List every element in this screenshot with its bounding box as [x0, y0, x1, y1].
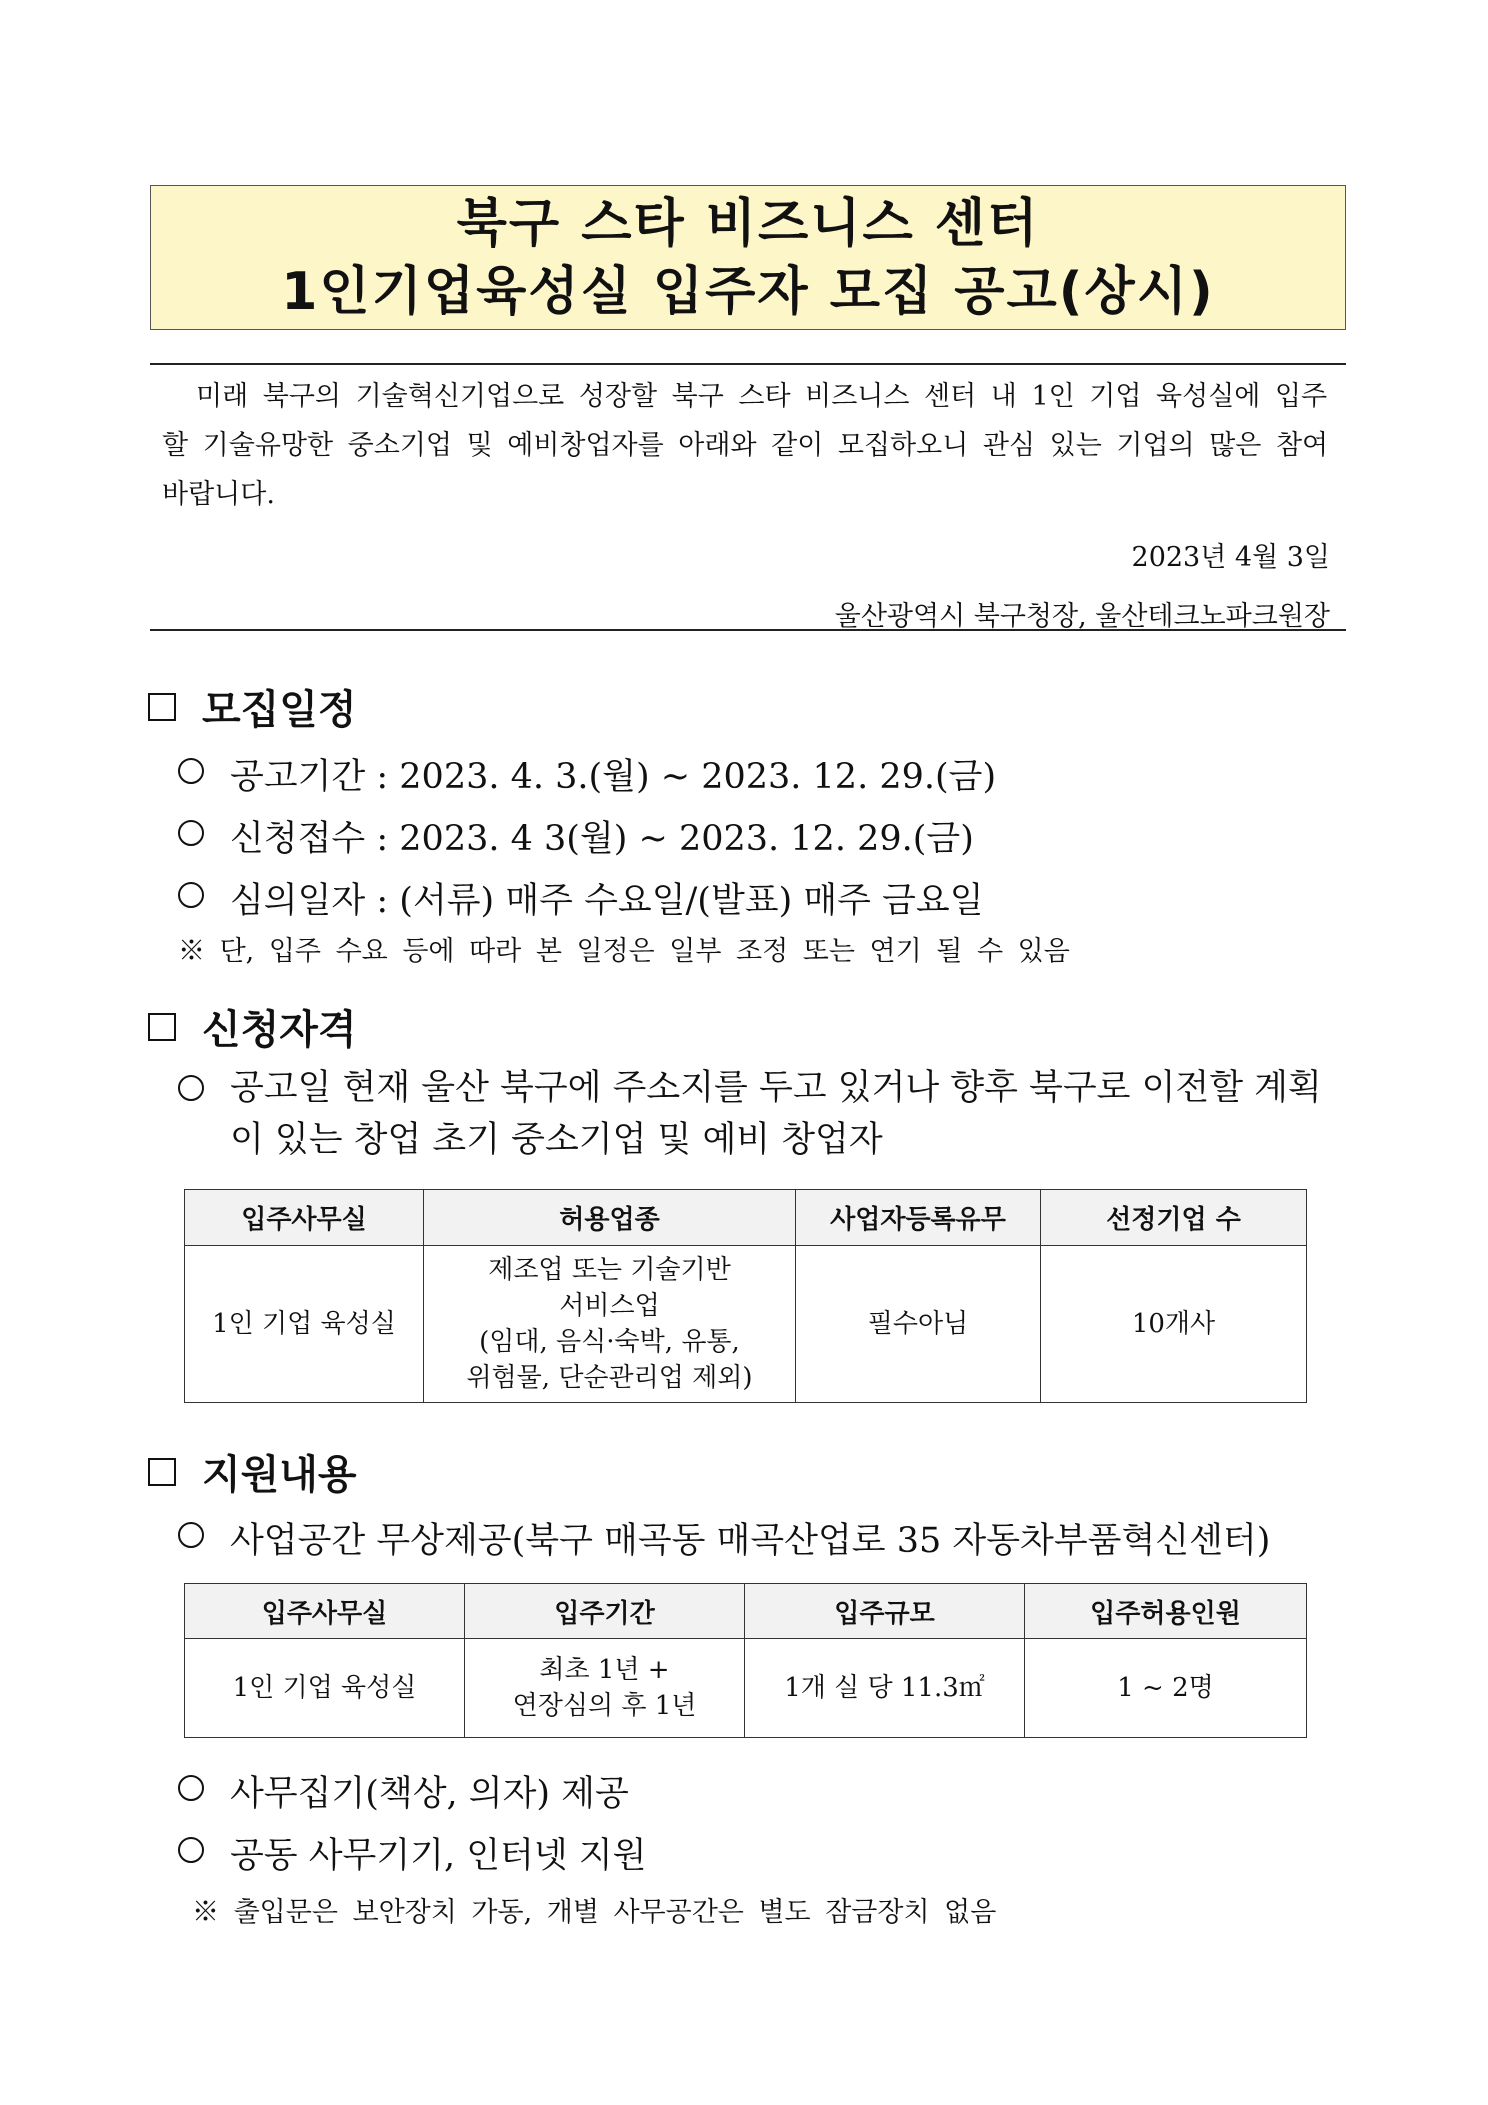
- square-bullet-icon: [148, 1013, 176, 1041]
- section-title: 지원내용: [202, 1452, 357, 1498]
- item-text: 신청접수 : 2023. 4 3(월) ~ 2023. 12. 29.(금): [230, 819, 974, 859]
- support-table: [184, 1583, 1307, 1738]
- item-text: 공동 사무기기, 인터넷 지원: [230, 1836, 647, 1876]
- title-box: [150, 185, 1346, 330]
- size-cell: 1개 실 당 11.3㎡: [745, 1639, 1025, 1738]
- header-cell: 선정기업 수: [1041, 1190, 1307, 1246]
- support-item-furniture: [178, 1766, 629, 1816]
- announcement-date: 2023년 4월 3일: [1131, 542, 1330, 573]
- registration-cell: 필수아님: [796, 1246, 1041, 1403]
- square-bullet-icon: [148, 693, 176, 721]
- schedule-item-posting: [178, 749, 996, 799]
- industry-cell: [424, 1246, 796, 1403]
- top-rule: [150, 363, 1346, 365]
- office-cell: 1인 기업 육성실: [185, 1639, 465, 1738]
- count-cell: 10개사: [1041, 1246, 1307, 1403]
- circle-bullet-icon: [178, 758, 204, 784]
- item-text: 공고일 현재 울산 북구에 주소지를 두고 있거나 향후 북구로 이전할 계획이 있는 창업 초기 중소기업 및 예비 창업자: [230, 1068, 1322, 1160]
- intro-paragraph: 미래 북구의 기술혁신기업으로 성장할 북구 스타 비즈니스 센터 내 1인 기업 육성실에 입주할 기술유망한 중소기업 및 예비창업자를 아래와 같이 모집하오니 관심 있는 기업의 많은 참여 바랍니다.: [162, 381, 1329, 510]
- table-header-row: [185, 1190, 1307, 1246]
- circle-bullet-icon: [178, 1075, 204, 1101]
- table-header-row: [185, 1584, 1307, 1639]
- circle-bullet-icon: [178, 820, 204, 846]
- header-cell: 입주사무실: [185, 1190, 424, 1246]
- circle-bullet-icon: [178, 1837, 204, 1863]
- title-line-2: 1인기업육성실 입주자 모집 공고(상시): [281, 261, 1215, 322]
- cell-line: 최초 1년 +: [539, 1655, 670, 1685]
- header-cell: 입주허용인원: [1025, 1584, 1307, 1639]
- header-cell: 허용업종: [424, 1190, 796, 1246]
- item-text: 사무집기(책상, 의자) 제공: [230, 1774, 629, 1814]
- schedule-item-application: [178, 811, 974, 861]
- period-cell: [465, 1639, 745, 1738]
- support-item-equipment: [178, 1828, 646, 1878]
- eligibility-table: [184, 1189, 1307, 1403]
- title-line-1: 북구 스타 비즈니스 센터: [456, 193, 1040, 254]
- cell-line: 서비스업: [559, 1291, 660, 1321]
- circle-bullet-icon: [178, 1775, 204, 1801]
- table-row: [185, 1246, 1307, 1403]
- square-bullet-icon: [148, 1458, 176, 1486]
- section-schedule: [148, 678, 357, 735]
- item-text: 사업공간 무상제공(북구 매곡동 매곡산업로 35 자동차부품혁신센터): [230, 1521, 1271, 1561]
- people-cell: 1 ~ 2명: [1025, 1639, 1307, 1738]
- header-cell: 입주사무실: [185, 1584, 465, 1639]
- item-text: 공고기간 : 2023. 4. 3.(월) ~ 2023. 12. 29.(금): [230, 757, 997, 797]
- circle-bullet-icon: [178, 1522, 204, 1548]
- header-cell: 사업자등록유무: [796, 1190, 1041, 1246]
- bottom-rule: [150, 629, 1346, 631]
- cell-line: 위험물, 단순관리업 제외): [466, 1363, 753, 1393]
- office-cell: 1인 기업 육성실: [185, 1246, 424, 1403]
- cell-line: 제조업 또는 기술기반: [488, 1255, 731, 1285]
- schedule-item-review: [178, 873, 984, 923]
- table-row: [185, 1639, 1307, 1738]
- support-item-space: [178, 1513, 1270, 1563]
- section-title: 모집일정: [202, 687, 357, 733]
- schedule-note: ※ 단, 입주 수요 등에 따라 본 일정은 일부 조정 또는 연기 될 수 있음: [178, 936, 1070, 967]
- issuer: 울산광역시 북구청장, 울산테크노파크원장: [834, 601, 1330, 632]
- section-support: [148, 1443, 357, 1500]
- cell-line: (임대, 음식·숙박, 유통,: [479, 1327, 740, 1357]
- cell-line: 연장심의 후 1년: [512, 1691, 697, 1721]
- header-cell: 입주기간: [465, 1584, 745, 1639]
- item-text: 심의일자 : (서류) 매주 수요일/(발표) 매주 금요일: [230, 881, 984, 921]
- circle-bullet-icon: [178, 882, 204, 908]
- section-title: 신청자격: [202, 1007, 357, 1053]
- support-note: ※ 출입문은 보안장치 가동, 개별 사무공간은 별도 잠금장치 없음: [192, 1897, 997, 1928]
- eligibility-item: [178, 1062, 1348, 1166]
- section-eligibility: [148, 998, 357, 1055]
- header-cell: 입주규모: [745, 1584, 1025, 1639]
